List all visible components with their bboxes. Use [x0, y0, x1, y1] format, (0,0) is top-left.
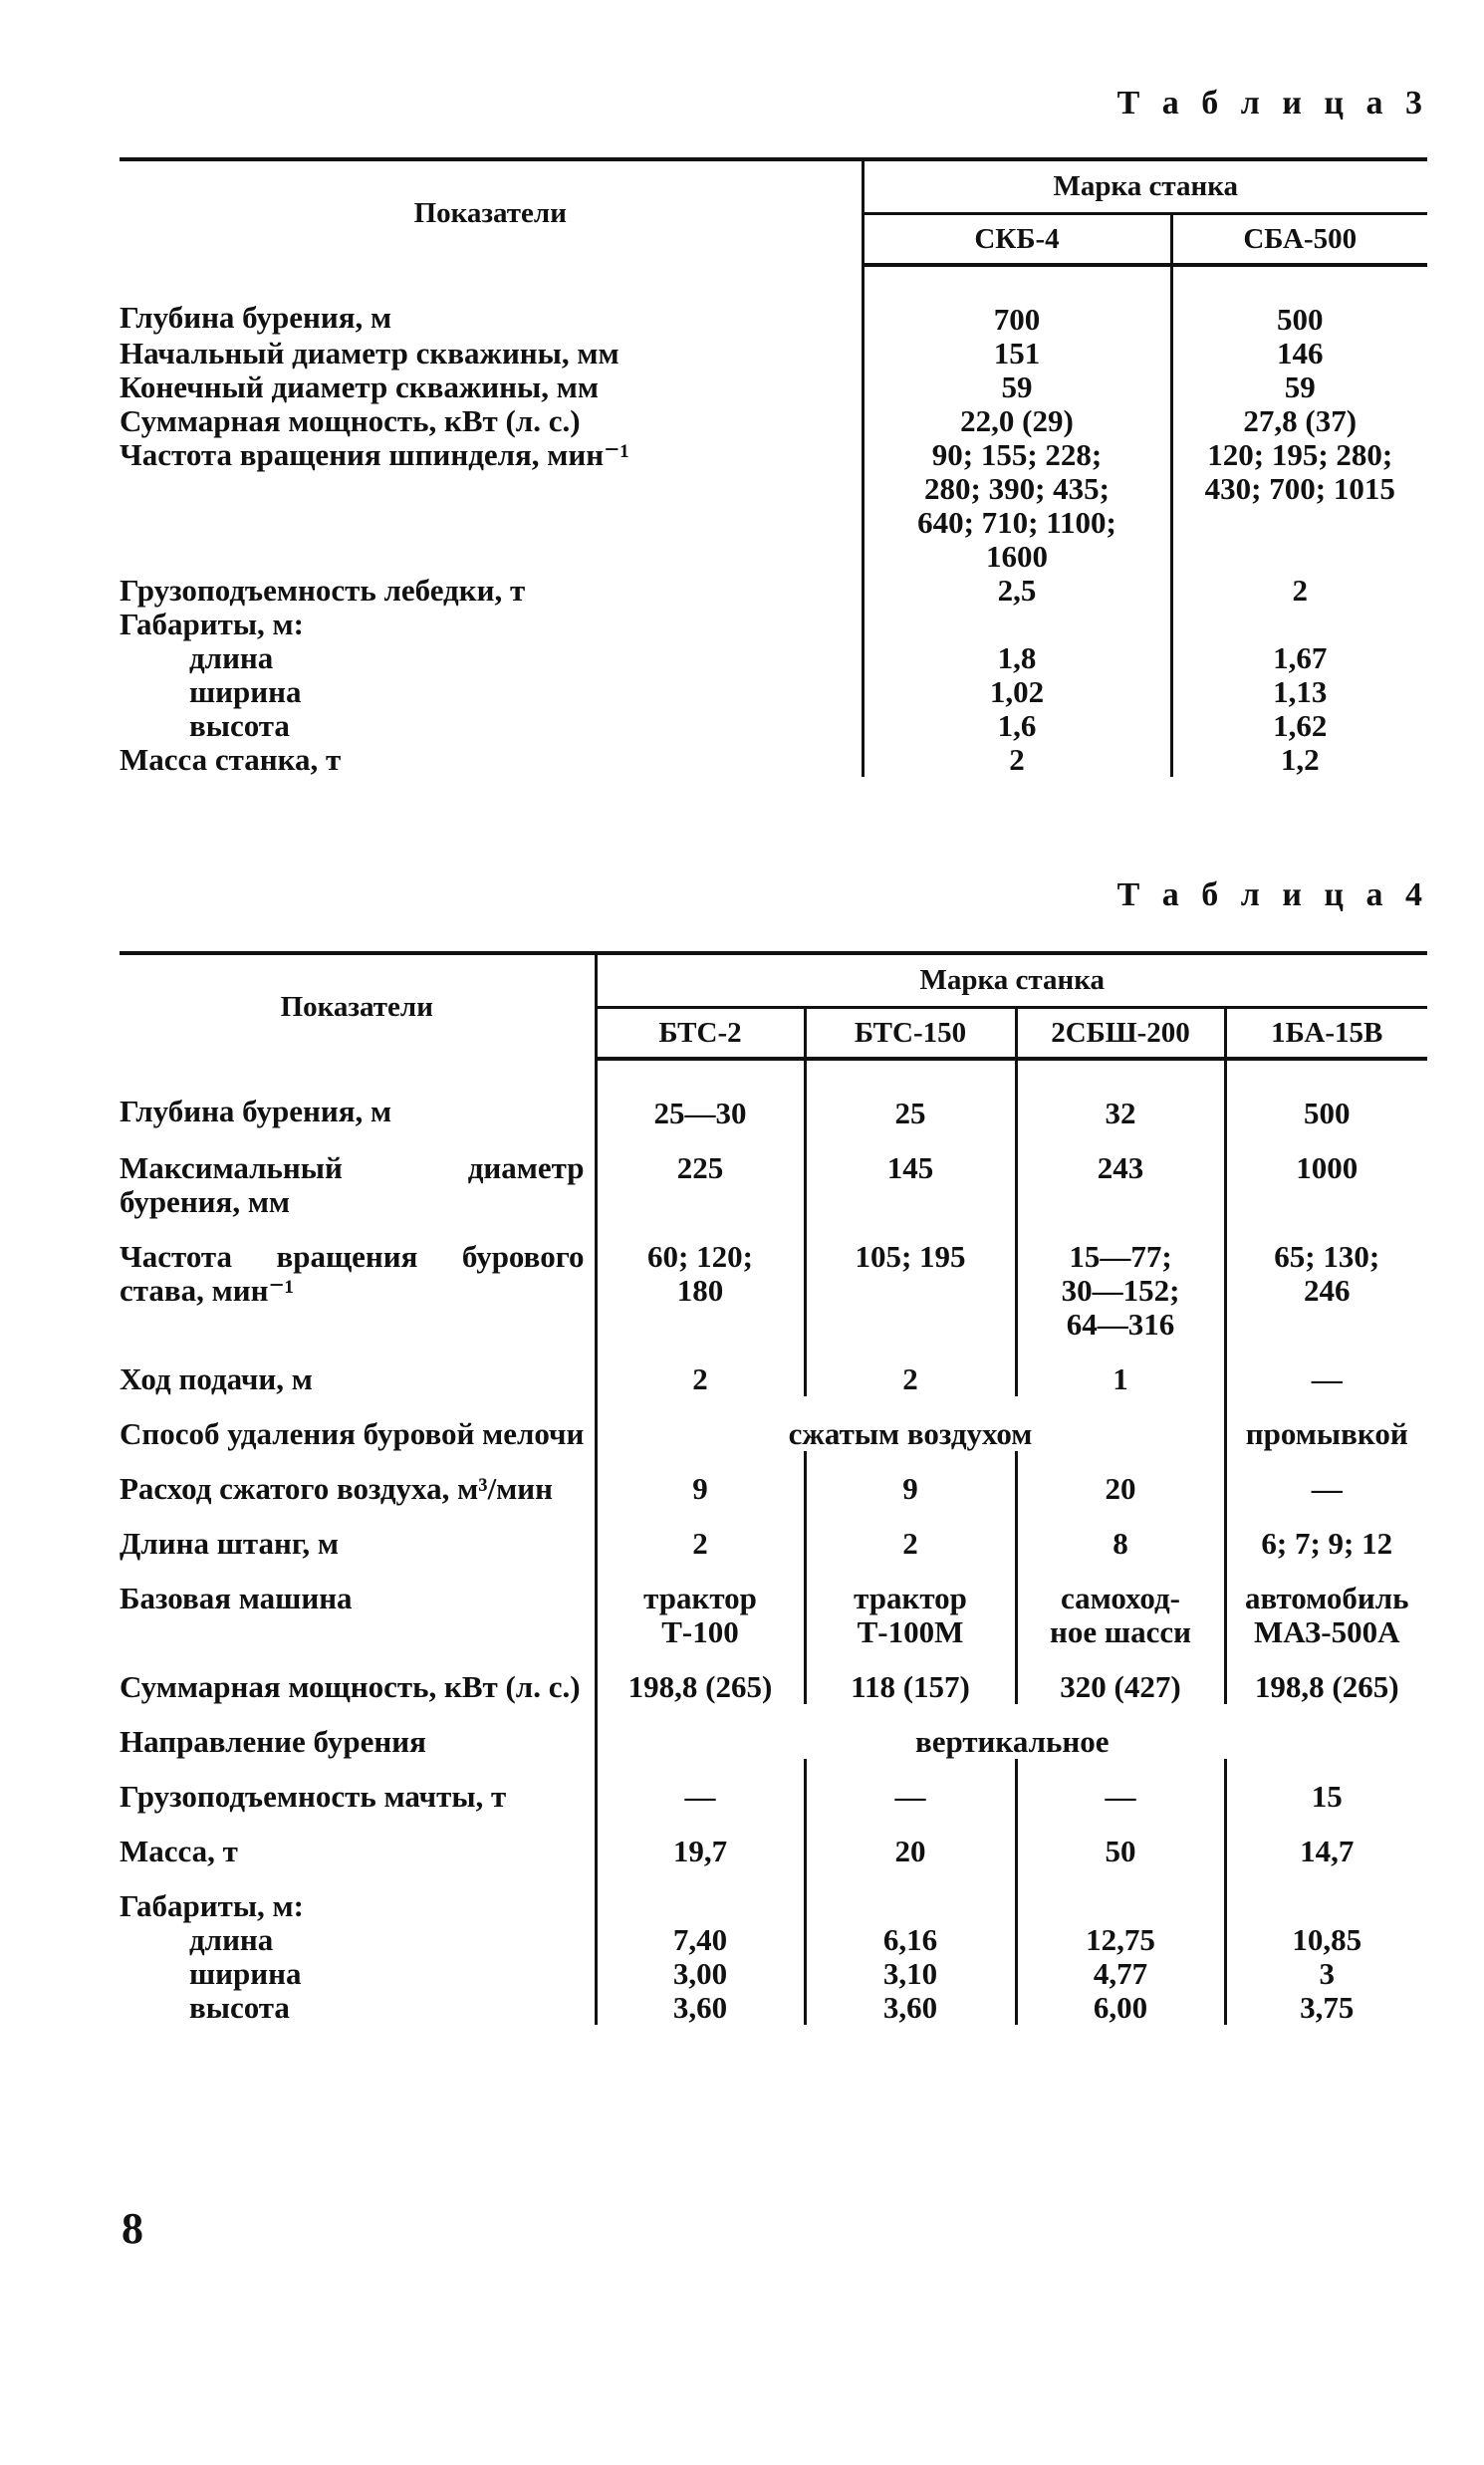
cell-value: 2 [596, 1506, 805, 1561]
cell-value: 15—77; 30—152; 64—316 [1016, 1219, 1225, 1342]
table-row [120, 370, 1427, 404]
table4-col-header: БТС-150 [805, 1007, 1016, 1059]
row-label: Начальный диаметр скважины, мм [120, 336, 619, 370]
cell-value: 6,00 [1016, 1991, 1225, 2025]
table-row [120, 1506, 1427, 1561]
cell-value: 1000 [1225, 1130, 1427, 1219]
cell-value: 8 [1016, 1506, 1225, 1561]
cell-value: 90; 155; 228; 280; 390; 435; 640; 710; 1100; 1600 [863, 438, 1171, 574]
cell-value [863, 608, 1171, 641]
cell-value: сжатым воздухом [596, 1396, 1225, 1451]
cell-value [1016, 1868, 1225, 1923]
table-row [120, 574, 1427, 608]
row-label: Ход подачи, м [120, 1361, 313, 1396]
cell-value: трактор Т-100 [596, 1561, 805, 1649]
cell-value: 65; 130; 246 [1225, 1219, 1427, 1342]
cell-value: 146 [1171, 337, 1427, 370]
table-row [120, 641, 1427, 675]
cell-value: 14,7 [1225, 1814, 1427, 1868]
cell-value: — [1225, 1451, 1427, 1506]
cell-value: 10,85 [1225, 1923, 1427, 1957]
row-label: Базовая машина [120, 1581, 353, 1615]
cell-value: 2 [805, 1342, 1016, 1396]
cell-value: 2 [863, 743, 1171, 777]
cell-value: 3 [1225, 1957, 1427, 1991]
cell-value: 1,13 [1171, 675, 1427, 709]
row-label: ширина [189, 674, 302, 709]
table-row [120, 1130, 1427, 1219]
cell-value: 9 [805, 1451, 1016, 1506]
table3-col-header: СБА-500 [1171, 213, 1427, 265]
cell-value: 243 [1016, 1130, 1225, 1219]
cell-value: 1,8 [863, 641, 1171, 675]
cell-value: 3,60 [596, 1991, 805, 2025]
table-row [120, 1451, 1427, 1506]
cell-value: 20 [805, 1814, 1016, 1868]
cell-value: 4,77 [1016, 1957, 1225, 1991]
row-label: Глубина бурения, м [120, 300, 392, 335]
cell-value: 1,2 [1171, 743, 1427, 777]
table4-caption: Т а б л и ц а 4 [1116, 876, 1429, 913]
table4-col-header: 1БА-15В [1225, 1007, 1427, 1059]
cell-value: 2 [805, 1506, 1016, 1561]
table3-header-group: Марка станка [863, 159, 1427, 213]
cell-value: 50 [1016, 1814, 1225, 1868]
cell-value: 2 [596, 1342, 805, 1396]
table3-caption: Т а б л и ц а 3 [1116, 85, 1429, 122]
table-row [120, 265, 1427, 337]
row-label: высота [189, 1990, 290, 2025]
cell-value: 1,6 [863, 709, 1171, 743]
table-row [120, 337, 1427, 370]
cell-value: 1,02 [863, 675, 1171, 709]
cell-value: 22,0 (29) [863, 404, 1171, 438]
row-label: Частота вращения бурового става, мин⁻¹ [120, 1239, 585, 1308]
table3-col-header: СКБ-4 [863, 213, 1171, 265]
page-number: 8 [122, 2204, 143, 2253]
table4-header-indicators: Показатели [120, 953, 596, 1059]
table-row [120, 438, 1427, 574]
cell-value: — [1225, 1342, 1427, 1396]
row-label: Масса станка, т [120, 742, 342, 777]
cell-value: самоход- ное шасси [1016, 1561, 1225, 1649]
cell-value: 20 [1016, 1451, 1225, 1506]
row-label: длина [189, 1922, 274, 1957]
cell-value: — [596, 1759, 805, 1814]
cell-value: вертикальное [596, 1704, 1427, 1759]
row-label: Грузоподъемность мачты, т [120, 1779, 507, 1814]
row-label: Масса, т [120, 1834, 238, 1868]
cell-value: 700 [863, 265, 1171, 337]
cell-value: 19,7 [596, 1814, 805, 1868]
table-row [120, 709, 1427, 743]
cell-value: 3,75 [1225, 1991, 1427, 2025]
table4 [120, 951, 1427, 2025]
cell-value: промывкой [1225, 1396, 1427, 1451]
row-label: Конечный диаметр скважины, мм [120, 370, 599, 404]
cell-value: 120; 195; 280; 430; 700; 1015 [1171, 438, 1427, 574]
cell-value: 25 [805, 1059, 1016, 1130]
cell-value: 105; 195 [805, 1219, 1016, 1342]
cell-value [805, 1868, 1016, 1923]
table-row [120, 1396, 1427, 1451]
table-row [120, 1704, 1427, 1759]
cell-value: 59 [1171, 370, 1427, 404]
cell-value: 60; 120; 180 [596, 1219, 805, 1342]
cell-value: 3,10 [805, 1957, 1016, 1991]
cell-value: 198,8 (265) [596, 1649, 805, 1704]
cell-value [1171, 608, 1427, 641]
table-row [120, 1868, 1427, 1923]
cell-value: — [1016, 1759, 1225, 1814]
table4-col-header: 2СБШ-200 [1016, 1007, 1225, 1059]
cell-value: 145 [805, 1130, 1016, 1219]
cell-value: 320 (427) [1016, 1649, 1225, 1704]
cell-value: 1,62 [1171, 709, 1427, 743]
cell-value: автомобиль МАЗ-500А [1225, 1561, 1427, 1649]
cell-value: 6,16 [805, 1923, 1016, 1957]
cell-value [1225, 1868, 1427, 1923]
table-row [120, 1991, 1427, 2025]
table-row [120, 1649, 1427, 1704]
cell-value: 2,5 [863, 574, 1171, 608]
table4-body [120, 1059, 1427, 2025]
table3-header-indicators: Показатели [120, 159, 863, 265]
cell-value: 7,40 [596, 1923, 805, 1957]
table-row [120, 1342, 1427, 1396]
cell-value: 6; 7; 9; 12 [1225, 1506, 1427, 1561]
row-label: Габариты, м: [120, 1888, 304, 1923]
row-label: Суммарная мощность, кВт (л. с.) [120, 1669, 581, 1704]
table-row [120, 1561, 1427, 1649]
cell-value: 15 [1225, 1759, 1427, 1814]
table-row [120, 404, 1427, 438]
cell-value: 32 [1016, 1059, 1225, 1130]
cell-value: 2 [1171, 574, 1427, 608]
cell-value: 9 [596, 1451, 805, 1506]
cell-value: 1,67 [1171, 641, 1427, 675]
row-label: длина [189, 640, 274, 675]
table3 [120, 157, 1427, 777]
table4-col-header: БТС-2 [596, 1007, 805, 1059]
row-label: Частота вращения шпинделя, мин⁻¹ [120, 437, 629, 472]
table-row [120, 675, 1427, 709]
row-label: Габариты, м: [120, 607, 304, 641]
row-label: Длина штанг, м [120, 1526, 340, 1561]
table-row [120, 743, 1427, 777]
table3-body [120, 265, 1427, 777]
table-row [120, 1219, 1427, 1342]
cell-value: 25—30 [596, 1059, 805, 1130]
cell-value: 1 [1016, 1342, 1225, 1396]
row-label: ширина [189, 1956, 302, 1991]
table-row [120, 1059, 1427, 1130]
row-label: Расход сжатого воздуха, м³/мин [120, 1471, 554, 1506]
row-label: высота [189, 708, 290, 743]
cell-value [596, 1868, 805, 1923]
table-row [120, 608, 1427, 641]
row-label: Направление бурения [120, 1724, 426, 1759]
table4-header-group: Марка станка [596, 953, 1427, 1007]
cell-value: 500 [1225, 1059, 1427, 1130]
row-label: Способ удаления буровой мелочи [120, 1416, 585, 1451]
cell-value: 3,00 [596, 1957, 805, 1991]
row-label: Грузоподъемность лебедки, т [120, 573, 526, 608]
cell-value: трактор Т-100М [805, 1561, 1016, 1649]
table-row [120, 1923, 1427, 1957]
row-label: Глубина бурения, м [120, 1094, 392, 1128]
cell-value: 12,75 [1016, 1923, 1225, 1957]
cell-value: 59 [863, 370, 1171, 404]
table-row [120, 1759, 1427, 1814]
cell-value: — [805, 1759, 1016, 1814]
table-row [120, 1957, 1427, 1991]
table-row [120, 1814, 1427, 1868]
cell-value: 500 [1171, 265, 1427, 337]
row-label: Суммарная мощность, кВт (л. с.) [120, 403, 581, 438]
cell-value: 118 (157) [805, 1649, 1016, 1704]
cell-value: 27,8 (37) [1171, 404, 1427, 438]
cell-value: 225 [596, 1130, 805, 1219]
cell-value: 198,8 (265) [1225, 1649, 1427, 1704]
cell-value: 3,60 [805, 1991, 1016, 2025]
row-label: Максимальный диаметр бурения, мм [120, 1150, 585, 1219]
cell-value: 151 [863, 337, 1171, 370]
